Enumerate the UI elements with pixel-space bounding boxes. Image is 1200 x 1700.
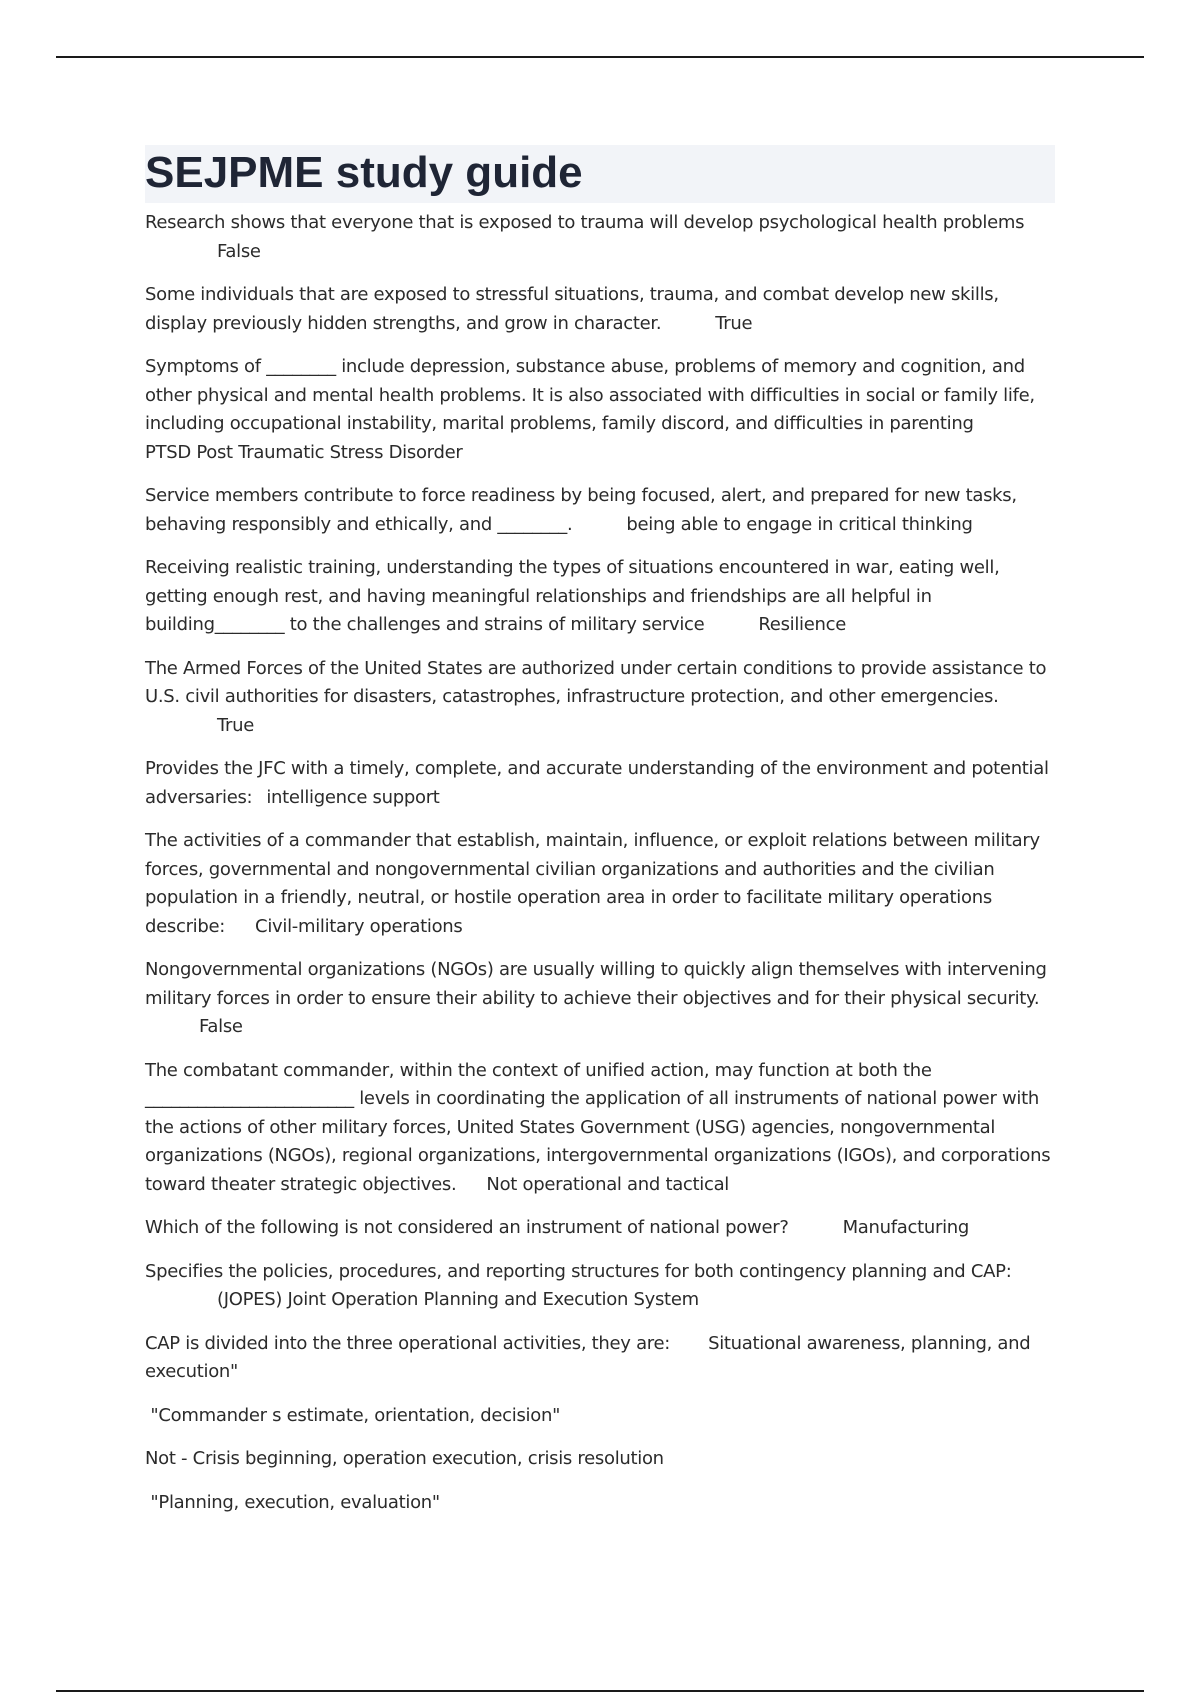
qa-item xyxy=(145,755,1055,812)
note-line: "Commander s estimate, orientation, decision" xyxy=(145,1404,561,1426)
qa-item xyxy=(145,956,1055,1042)
question-text: Service members contribute to force readiness by being focused, alert, and prepared for new tasks, behaving responsibly and ethically, and ________. xyxy=(145,485,1017,535)
question-text: Provides the JFC with a timely, complete, and accurate understanding of the environment and potential adversaries: xyxy=(145,758,1049,808)
answer-text: Not operational and tactical xyxy=(486,1173,730,1195)
question-text: CAP is divided into the three operational activities, they are: xyxy=(145,1332,671,1354)
answer-text: True xyxy=(217,714,255,736)
question-text: The combatant commander, within the context of unified action, may function at both the ________________________ levels in coordinating the application of all instruments of national power with the actions of other military forces, United States Government (USG) agencies, nongovernmental organizations (NGOs), regional organizations, intergovernmental organizations (IGOs), and corporations toward theater strategic objectives. xyxy=(145,1059,1051,1195)
question-text: Which of the following is not considered an instrument of national power? xyxy=(145,1217,789,1238)
qa-item xyxy=(145,1330,1055,1387)
question-text: Research shows that everyone that is exposed to trauma will develop psychological health problems xyxy=(145,212,1025,233)
answer-text: being able to engage in critical thinking xyxy=(626,513,973,535)
note-line: Not - Crisis beginning, operation execution, crisis resolution xyxy=(145,1448,664,1469)
qa-item xyxy=(145,281,1055,338)
qa-item xyxy=(145,209,1055,266)
answer-text: Situational awareness, planning, and execution" xyxy=(145,1332,1031,1382)
bottom-rule xyxy=(56,1690,1144,1692)
question-text: Symptoms of ________ include depression, substance abuse, problems of memory and cognition, and other physical and mental health problems. It is also associated with difficulties in social or family life, including occupational instability, marital problems, family discord, and difficulties in parenting xyxy=(145,356,1035,434)
question-text: Specifies the policies, procedures, and reporting structures for both contingency planning and CAP: xyxy=(145,1260,1012,1282)
answer-text: intelligence support xyxy=(266,786,440,808)
qa-item xyxy=(145,1258,1055,1315)
top-rule xyxy=(56,56,1144,58)
qa-item xyxy=(145,655,1055,741)
qa-item xyxy=(145,554,1055,640)
answer-text: False xyxy=(217,240,261,262)
answer-text: True xyxy=(715,312,753,334)
question-text: Nongovernmental organizations (NGOs) are usually willing to quickly align themselves with intervening military forces in order to ensure their ability to achieve their objectives and for their physical security. xyxy=(145,959,1047,1009)
note-line: "Planning, execution, evaluation" xyxy=(145,1491,440,1513)
page-title: SEJPME study guide xyxy=(145,145,1055,203)
answer-text: PTSD Post Traumatic Stress Disorder xyxy=(145,441,463,463)
answer-text: Manufacturing xyxy=(842,1217,970,1238)
question-text: Receiving realistic training, understanding the types of situations encountered in war, eating well, getting enough rest, and having meaningful relationships and friendships are all helpful in building________ to the challenges and strains of military service xyxy=(145,557,1000,635)
qa-item xyxy=(145,353,1055,467)
question-text: Some individuals that are exposed to stressful situations, trauma, and combat develop new skills, display previously hidden strengths, and grow in character. xyxy=(145,284,999,334)
answer-text: Civil-military operations xyxy=(255,915,463,937)
qa-item xyxy=(145,482,1055,539)
answer-text: Resilience xyxy=(758,614,847,635)
study-guide xyxy=(145,145,1055,1532)
answer-text: False xyxy=(199,1016,243,1037)
qa-item xyxy=(145,827,1055,941)
answer-text: (JOPES) Joint Operation Planning and Execution System xyxy=(217,1289,699,1310)
question-text: The activities of a commander that establish, maintain, influence, or exploit relations between military forces, governmental and nongovernmental civilian organizations and authorities and the civilian population in a friendly, neutral, or hostile operation area in order to facilitate military operations describe: xyxy=(145,830,1040,937)
qa-item xyxy=(145,1214,1055,1243)
qa-item xyxy=(145,1057,1055,1200)
question-text: The Armed Forces of the United States are authorized under certain conditions to provide assistance to U.S. civil authorities for disasters, catastrophes, infrastructure protection, and other emergencies. xyxy=(145,657,1047,707)
